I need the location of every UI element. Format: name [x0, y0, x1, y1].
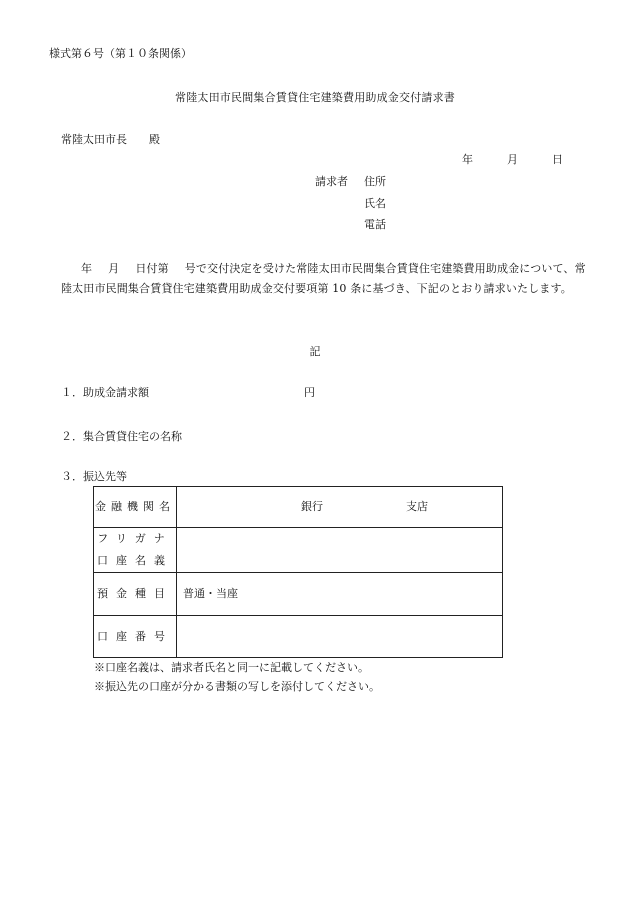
- account-type-label-cell: [94, 573, 177, 616]
- account-type-label: 預金種目: [97, 587, 173, 600]
- date-line: [462, 153, 563, 167]
- body-date-no: 日付第: [135, 262, 169, 275]
- name-label: 氏名: [364, 197, 386, 210]
- body-year: 年: [81, 262, 93, 275]
- table-row: [94, 487, 503, 528]
- account-type-value: 普通・当座: [183, 587, 238, 600]
- item1-label: １．助成金請求額: [61, 386, 149, 399]
- branch-suffix: 支店: [406, 500, 428, 513]
- note-account-holder: ※口座名義は、請求者氏名と同一に記載してください。: [94, 661, 369, 674]
- bank-suffix: 銀行: [301, 500, 323, 513]
- furigana-label: フリガナ: [97, 532, 173, 545]
- account-number-field[interactable]: [177, 616, 503, 658]
- item1-unit: 円: [304, 386, 315, 399]
- claimant-label: 請求者: [315, 175, 348, 188]
- addressee-name: 常陸太田市長: [61, 133, 127, 146]
- address-label: 住所: [364, 175, 386, 188]
- body-paragraph: [61, 259, 591, 299]
- table-row: [94, 616, 503, 658]
- item-housing-name: ２．集合賃貸住宅の名称: [61, 430, 182, 443]
- addressee: [61, 133, 160, 147]
- item-grant-amount: [61, 386, 315, 400]
- bank-table: [93, 486, 503, 658]
- holder-label-cell: [94, 528, 177, 573]
- form-number: 様式第６号（第１０条関係）: [49, 47, 192, 60]
- addressee-honorific: 殿: [149, 133, 160, 146]
- bank-name-field[interactable]: [177, 487, 503, 528]
- account-number-label: 口座番号: [97, 629, 173, 643]
- table-row: [94, 573, 503, 616]
- body-rest: 号で交付決定を受けた常陸太田市民間集合賃貸住宅建築費用助成金について、常陸太田市民間集合賃貸住宅建築費用助成金交付要項第 10 条に基づき、下記のとおり請求いたします。: [61, 262, 586, 295]
- date-month-label: 月: [507, 153, 518, 166]
- document-title: 常陸太田市民間集合賃貸住宅建築費用助成金交付請求書: [175, 91, 455, 104]
- holder-field[interactable]: [177, 528, 503, 573]
- ki-heading: 記: [309, 345, 321, 358]
- table-row: [94, 528, 503, 573]
- note-attachment: ※振込先の口座が分かる書類の写しを添付してください。: [94, 680, 380, 693]
- date-day-label: 日: [552, 153, 563, 166]
- bank-name-label: 金融機関名: [95, 500, 175, 513]
- bank-name-label-cell: [94, 487, 177, 528]
- date-year-label: 年: [462, 153, 473, 166]
- account-type-field[interactable]: [177, 573, 503, 616]
- holder-label: 口座名義: [97, 554, 173, 567]
- phone-label: 電話: [364, 218, 386, 231]
- body-month: 月: [108, 262, 120, 275]
- account-number-label-cell: [94, 616, 177, 658]
- item-transfer-info: ３．振込先等: [61, 470, 127, 483]
